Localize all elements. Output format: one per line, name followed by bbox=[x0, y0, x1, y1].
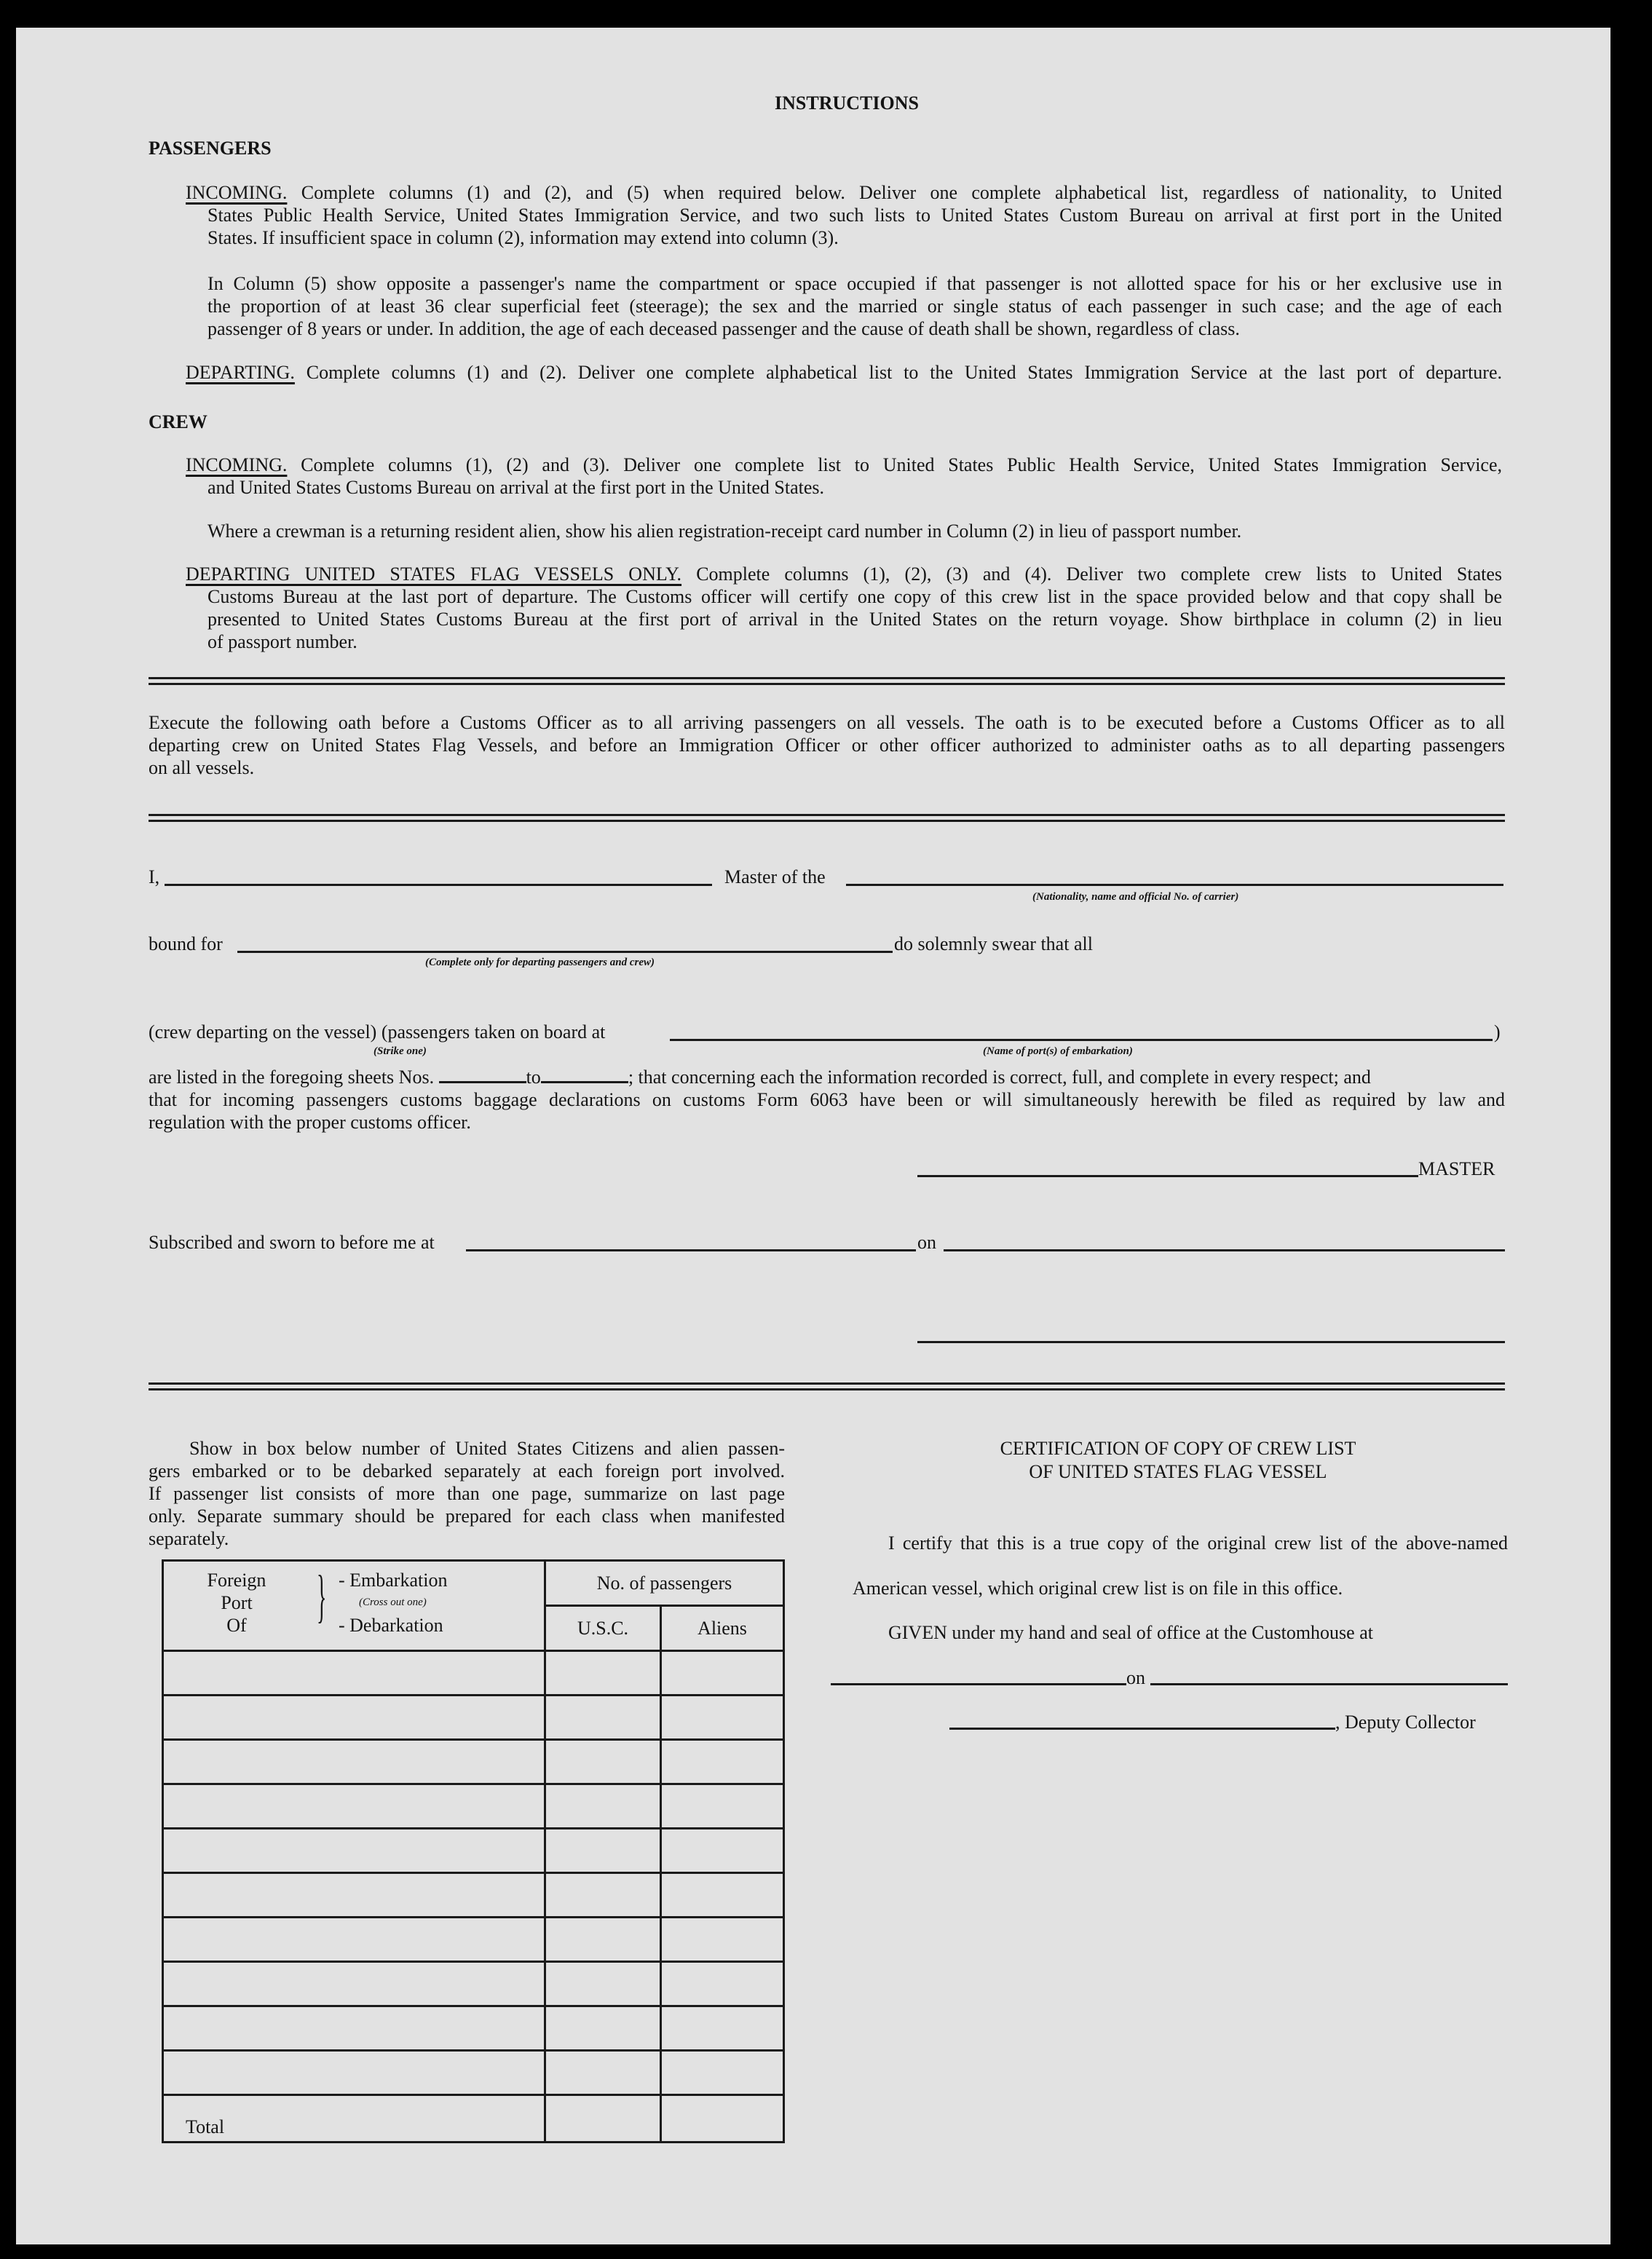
table-row bbox=[163, 1740, 784, 1784]
given-text: GIVEN under my hand and seal of office at the Customhouse at bbox=[888, 1622, 1373, 1643]
carrier-field[interactable] bbox=[846, 884, 1503, 886]
crew-resident-alien: Where a crewman is a returning resident alien, show his alien registration-receipt card number in Column (2) in lieu of passport number. bbox=[208, 521, 1242, 542]
passengers-incoming-label: INCOMING. bbox=[186, 182, 288, 203]
sworn-date-field[interactable] bbox=[944, 1249, 1505, 1251]
sworn-place-field[interactable] bbox=[466, 1249, 916, 1251]
no-of-passengers-header: No. of passengers bbox=[545, 1561, 784, 1606]
subscribed-label: Subscribed and sworn to before me at bbox=[149, 1232, 435, 1253]
double-rule bbox=[149, 677, 1505, 685]
master-of-the-label: Master of the bbox=[724, 866, 826, 887]
column5-line-2: the proportion of at least 36 clear superficial feet (steerage); the sex and the married or single status of each passenger in such case; and the age of each bbox=[208, 296, 1502, 317]
crew-departing-label: DEPARTING UNITED STATES FLAG VESSELS ONLY. bbox=[186, 563, 682, 585]
aliens-header: Aliens bbox=[661, 1606, 784, 1651]
strike-one-caption: (Strike one) bbox=[374, 1045, 427, 1057]
crew-departing-line-4: of passport number. bbox=[208, 631, 357, 652]
crew-incoming-label: INCOMING. bbox=[186, 454, 288, 475]
sheet-to-field[interactable] bbox=[541, 1081, 628, 1083]
american-vessel-text: American vessel, which original crew list is on file in this office. bbox=[853, 1578, 1343, 1599]
crew-departing-line-2: Customs Bureau at the last port of departure. The Customs officer will certify one copy of this crew list in the space provided below and that copy shall be bbox=[208, 586, 1502, 607]
carrier-caption: (Nationality, name and official No. of carrier) bbox=[1032, 891, 1239, 903]
table-row bbox=[163, 1873, 784, 1918]
bound-for-field[interactable] bbox=[237, 951, 893, 953]
listed-line-2: that for incoming passengers customs baggage declarations on customs Form 6063 have been or will simultaneously herewith be filed as required by law and bbox=[149, 1089, 1505, 1110]
oath-i-label: I, bbox=[149, 866, 160, 887]
table-row bbox=[163, 1829, 784, 1873]
listed-line-3: regulation with the proper customs officer. bbox=[149, 1112, 471, 1133]
total-row bbox=[163, 2095, 784, 2143]
certification-date-field[interactable] bbox=[1150, 1683, 1508, 1685]
page-title: INSTRUCTIONS bbox=[775, 92, 919, 114]
crew-incoming-line-2: and United States Customs Bureau on arrival at the first port in the United States. bbox=[208, 477, 825, 498]
table-row bbox=[163, 1918, 784, 1962]
passengers-heading: PASSENGERS bbox=[149, 138, 272, 159]
bound-for-caption: (Complete only for departing passengers and crew) bbox=[425, 957, 655, 968]
passengers-incoming-line-3: States. If insufficient space in column (2), information may extend into column (3). bbox=[208, 227, 839, 248]
oath-instructions-line-3: on all vessels. bbox=[149, 757, 255, 778]
table-row bbox=[163, 1651, 784, 1696]
summary-instructions-line-4: only. Separate summary should be prepared for each class when manifested bbox=[149, 1506, 785, 1527]
sworn-on-label: on bbox=[917, 1232, 936, 1253]
bound-for-label: bound for bbox=[149, 933, 223, 954]
swear-label: do solemnly swear that all bbox=[894, 933, 1093, 954]
listed-line-1: are listed in the foregoing sheets Nos. to ; that concerning each the information recorded is correct, full, and complete in every respect; and bbox=[149, 1067, 1371, 1088]
deputy-collector-signature-field[interactable] bbox=[949, 1728, 1335, 1730]
crew-departing-line-3: presented to United States Customs Bureau at the first port of arrival in the United States on the return voyage. Show birthplace in column (2) in lieu bbox=[208, 609, 1502, 630]
double-rule bbox=[149, 814, 1505, 822]
double-rule bbox=[149, 1382, 1505, 1390]
crew-departing-line-1: DEPARTING UNITED STATES FLAG VESSELS ONLY. Complete columns (1), (2), (3) and (4). Deliver two complete crew lists to United States bbox=[186, 563, 1503, 585]
passengers-incoming-line-1: INCOMING. Complete columns (1) and (2), and (5) when required below. Deliver one complete alphabetical list, regardless of nationality, to United bbox=[186, 182, 1502, 203]
summary-instructions-line-1: Show in box below number of United States Citizens and alien passen- bbox=[189, 1438, 785, 1459]
table-row bbox=[163, 1696, 784, 1740]
passenger-summary-table bbox=[162, 1559, 785, 2143]
passengers-departing-line: DEPARTING. Complete columns (1) and (2). Deliver one complete alphabetical list to the United States Immigration Service at the last port of departure. bbox=[186, 362, 1502, 383]
master-signature-field[interactable] bbox=[917, 1175, 1418, 1177]
certification-title-line-2: OF UNITED STATES FLAG VESSEL bbox=[1029, 1461, 1327, 1482]
summary-instructions-line-2: gers embarked or to be debarked separately at each foreign port involved. bbox=[149, 1460, 785, 1481]
column5-line-3: passenger of 8 years or under. In addition, the age of each deceased passenger and the cause of death shall be shown, regardless of class. bbox=[208, 318, 1240, 339]
oath-instructions-line-1: Execute the following oath before a Customs Officer as to all arriving passengers on all vessels. The oath is to be executed before a Customs Officer as to all bbox=[149, 712, 1505, 733]
brace-icon: } bbox=[317, 1564, 327, 1629]
summary-instructions-line-5: separately. bbox=[149, 1528, 229, 1549]
table-row bbox=[163, 2051, 784, 2095]
officer-signature-field[interactable] bbox=[917, 1341, 1505, 1343]
embarkation-port-field[interactable] bbox=[670, 1039, 1493, 1041]
table-row bbox=[163, 2006, 784, 2051]
master-label: MASTER bbox=[1418, 1158, 1495, 1179]
table-row bbox=[163, 1962, 784, 2006]
passengers-departing-label: DEPARTING. bbox=[186, 362, 295, 383]
certify-text: I certify that this is a true copy of the original crew list of the above-named bbox=[888, 1532, 1508, 1554]
sheet-from-field[interactable] bbox=[439, 1081, 526, 1083]
certification-on-label: on bbox=[1126, 1667, 1145, 1688]
summary-instructions-line-3: If passenger list consists of more than one page, summarize on last page bbox=[149, 1483, 785, 1504]
customhouse-field[interactable] bbox=[831, 1683, 1126, 1685]
passengers-incoming-line-2: States Public Health Service, United States Immigration Service, and two such lists to United States Custom Bureau on arrival at first port in the United bbox=[208, 205, 1502, 226]
total-label: Total bbox=[163, 2095, 545, 2143]
deputy-collector-label: , Deputy Collector bbox=[1335, 1712, 1476, 1733]
table-row bbox=[163, 1784, 784, 1829]
column5-line-1: In Column (5) show opposite a passenger's name the compartment or space occupied if that passenger is not allotted space for his or her exclusive use in bbox=[208, 273, 1502, 294]
crew-incoming-line-1: INCOMING. Complete columns (1), (2) and (3). Deliver one complete list to United States Public Health Service, United States Immigration Service, bbox=[186, 454, 1503, 475]
crew-passengers-label: (crew departing on the vessel) (passengers taken on board at bbox=[149, 1021, 606, 1043]
oath-instructions-line-2: departing crew on United States Flag Vessels, and before an Immigration Officer or other officer authorized to administer oaths as to all departing passengers bbox=[149, 735, 1505, 756]
crew-heading: CREW bbox=[149, 411, 208, 432]
port-header: Foreign Port Of } - Embarkation (Cross out one) - Debarkation bbox=[163, 1561, 545, 1651]
port-caption: (Name of port(s) of embarkation) bbox=[983, 1045, 1133, 1057]
usc-header: U.S.C. bbox=[545, 1606, 661, 1651]
certification-title-line-1: CERTIFICATION OF COPY OF CREW LIST bbox=[1000, 1438, 1356, 1459]
close-paren: ) bbox=[1494, 1021, 1501, 1043]
master-name-field[interactable] bbox=[165, 884, 712, 886]
